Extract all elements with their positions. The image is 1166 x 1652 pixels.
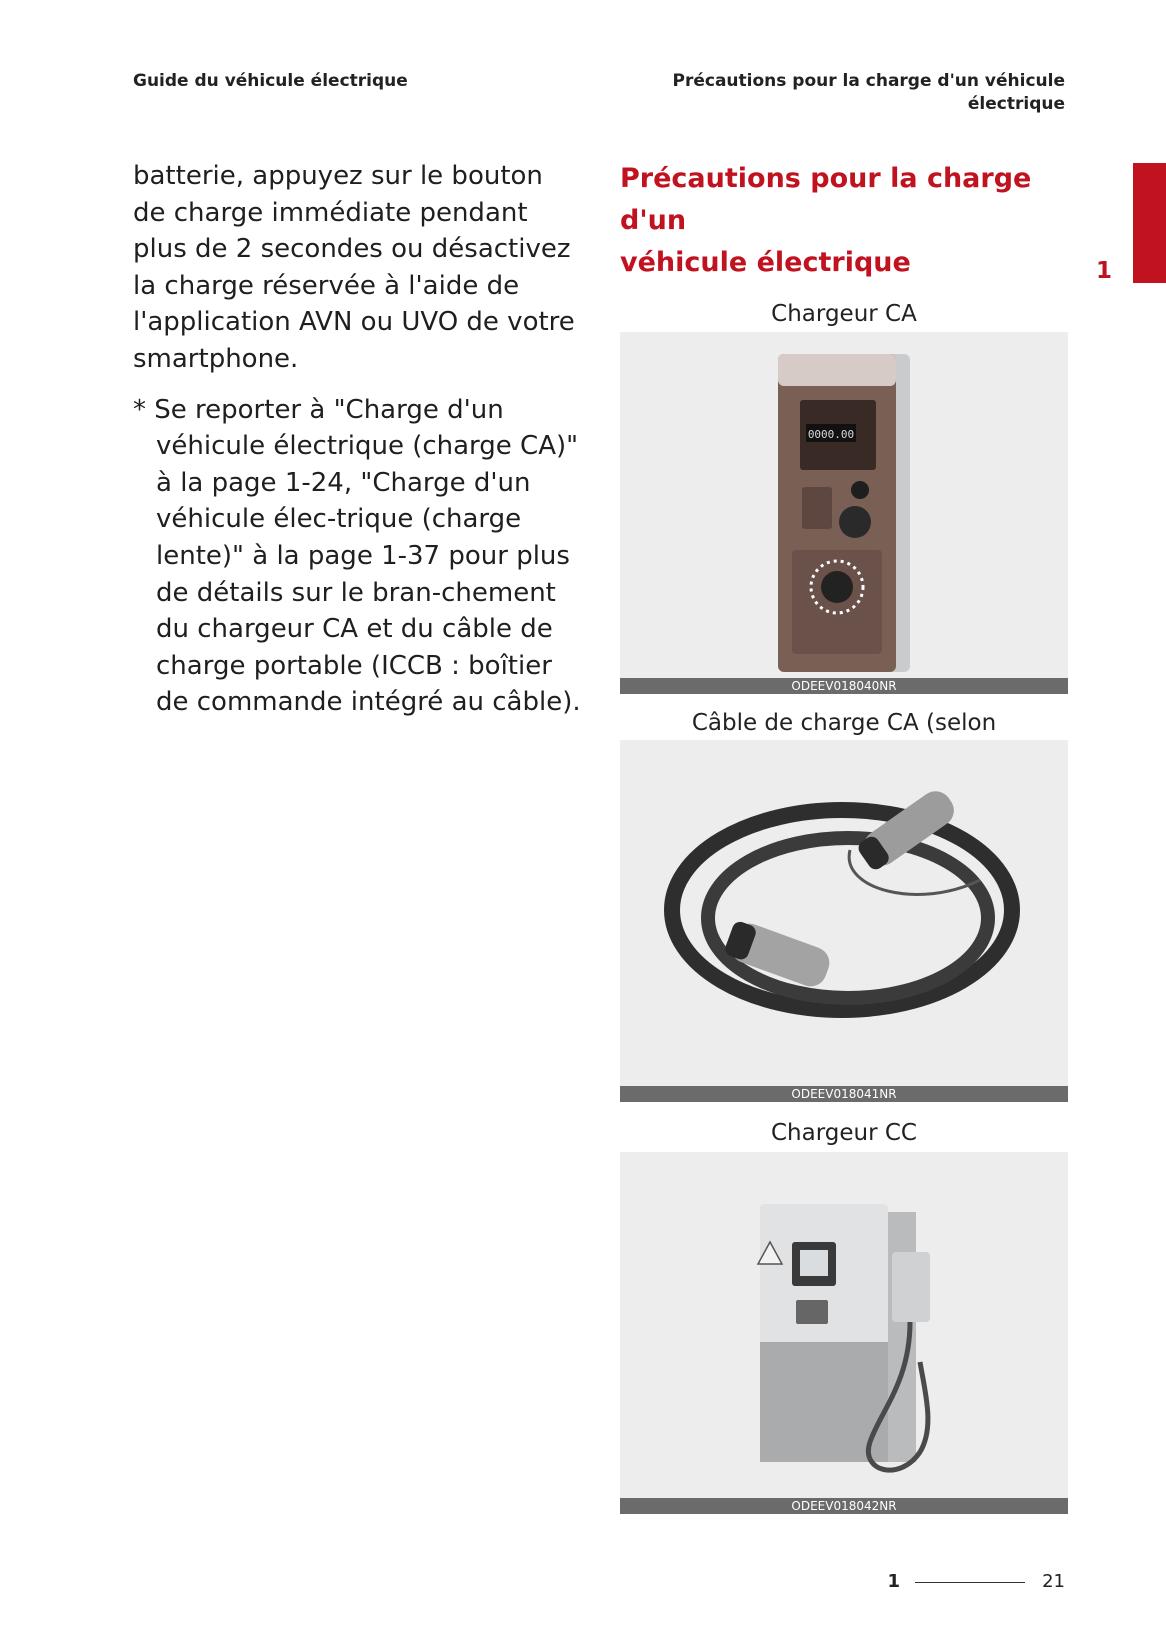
page-number: 21 bbox=[1042, 1571, 1065, 1592]
figure-caption-dc-charger: Chargeur CC bbox=[771, 1120, 917, 1146]
reference-note: * Se reporter à "Charge d'un véhicule électrique (charge CA)" à la page 1-24, "Charge d'un véhicule élec-trique (charge lente)" à la page 1-37 pour plus de détails sur le bran-chement du chargeur CA et du câble de charge portable (ICCB : boîtier de commande intégré au câble). bbox=[133, 394, 581, 718]
figure-dc-charger bbox=[620, 1152, 1068, 1514]
emergency-stop-icon bbox=[839, 506, 871, 538]
card-reader bbox=[802, 487, 832, 529]
ac-charger-illustration bbox=[620, 332, 1068, 694]
section-title-line2: véhicule électrique bbox=[620, 247, 911, 278]
charger-top-cap bbox=[778, 354, 896, 386]
body-paragraph: batterie, appuyez sur le bouton de charge immédiate pendant plus de 2 secondes ou désactivez la charge réservée à l'aide de l'application AVN ou UVO de votre smartphone. bbox=[133, 161, 575, 374]
left-column bbox=[133, 158, 583, 721]
running-header-left: Guide du véhicule électrique bbox=[133, 71, 408, 91]
chapter-tab bbox=[1133, 163, 1166, 283]
footer-section-number: 1 bbox=[887, 1571, 900, 1592]
dc-charger-illustration bbox=[620, 1152, 1068, 1514]
figure-ac-charger bbox=[620, 332, 1068, 694]
cable-coil-inner bbox=[708, 838, 988, 998]
dc-charger-keypad bbox=[796, 1300, 828, 1324]
running-header-right bbox=[673, 70, 1066, 116]
connector-plug-bottom bbox=[722, 918, 833, 991]
figure-code: ODEEV018041NR bbox=[620, 1086, 1068, 1102]
ac-cable-illustration bbox=[620, 740, 1068, 1102]
running-header-right-line1: Précautions pour la charge d'un véhicule bbox=[672, 71, 1065, 91]
footer-divider bbox=[915, 1582, 1025, 1583]
section-title bbox=[620, 158, 1068, 284]
dc-charger-screen-display bbox=[800, 1250, 828, 1276]
figure-ac-cable bbox=[620, 740, 1068, 1102]
figure-caption-ac-cable: Câble de charge CA (selon bbox=[691, 710, 997, 736]
chapter-tab-number: 1 bbox=[1095, 258, 1112, 284]
right-column bbox=[620, 158, 1068, 1514]
charger-display-readout: 0000.00 bbox=[807, 428, 855, 441]
figure-code: ODEEV018042NR bbox=[620, 1498, 1068, 1514]
power-button-icon bbox=[851, 481, 869, 499]
figure-code: ODEEV018040NR bbox=[620, 678, 1068, 694]
charging-socket-icon bbox=[821, 571, 853, 603]
section-title-line1: Précautions pour la charge d'un bbox=[620, 163, 1032, 236]
running-header-right-line2: électrique bbox=[967, 94, 1065, 114]
figure-caption-ac-charger: Chargeur CA bbox=[771, 301, 917, 327]
dc-connector-holder bbox=[892, 1252, 930, 1322]
